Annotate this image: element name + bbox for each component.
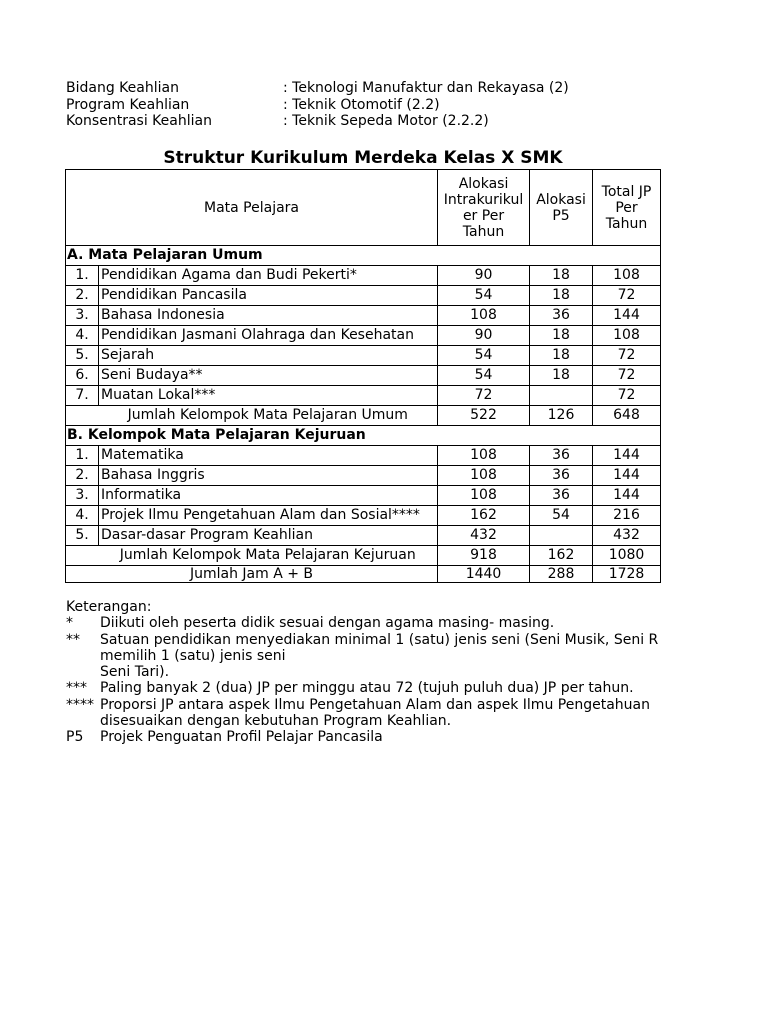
total-value: 72 xyxy=(593,346,661,366)
meta-row-program xyxy=(66,97,569,114)
header-total: Total JP Per Tahun xyxy=(593,170,661,246)
note-mark xyxy=(66,664,100,680)
row-number: 3. xyxy=(66,486,99,506)
subject-name: Seni Budaya** xyxy=(99,366,438,386)
note-text: Paling banyak 2 (dua) JP per minggu atau 72 (tujuh puluh dua) JP per tahun. xyxy=(100,680,634,697)
header-intrakurikuler: Alokasi Intrakurikul er Per Tahun xyxy=(438,170,530,246)
header-subject: Mata Pelajara xyxy=(66,170,438,246)
row-number: 1. xyxy=(66,446,99,466)
note-mark: P5 xyxy=(66,729,84,746)
subject-name: Bahasa Indonesia xyxy=(99,306,438,326)
section-header-row xyxy=(66,426,661,446)
subtotal-row xyxy=(66,406,661,426)
note-item xyxy=(66,664,666,680)
total-value: 144 xyxy=(593,446,661,466)
p5-value: 18 xyxy=(530,326,593,346)
note-item xyxy=(66,632,666,648)
note-mark: *** xyxy=(66,680,87,697)
table-row xyxy=(66,326,661,346)
total-value: 144 xyxy=(593,486,661,506)
p5-value: 36 xyxy=(530,486,593,506)
p5-value: 18 xyxy=(530,286,593,306)
meta-row-konsentrasi xyxy=(66,113,569,130)
intrakurikuler-value: 90 xyxy=(438,266,530,286)
table-row xyxy=(66,366,661,386)
document-title: Struktur Kurikulum Merdeka Kelas X SMK xyxy=(163,148,563,168)
intrakurikuler-value: 108 xyxy=(438,466,530,486)
row-number: 2. xyxy=(66,466,99,486)
intrakurikuler-value: 54 xyxy=(438,366,530,386)
p5-value: 18 xyxy=(530,366,593,386)
subject-name: Dasar-dasar Program Keahlian xyxy=(99,526,438,546)
note-mark: ** xyxy=(66,631,80,648)
p5-value: 18 xyxy=(530,266,593,286)
total-value: 72 xyxy=(593,286,661,306)
note-text: Proporsi JP antara aspek Ilmu Pengetahuan Alam dan aspek Ilmu Pengetahuan xyxy=(100,696,650,713)
intrakurikuler-value: 54 xyxy=(438,346,530,366)
subtotal-total: 1080 xyxy=(593,546,661,566)
note-mark xyxy=(66,648,100,664)
total-value: 144 xyxy=(593,306,661,326)
note-item xyxy=(66,615,666,631)
intrakurikuler-value: 72 xyxy=(438,386,530,406)
note-text: disesuaikan dengan kebutuhan Program Keahlian. xyxy=(100,713,452,730)
table-row xyxy=(66,306,661,326)
total-value: 108 xyxy=(593,326,661,346)
total-value: 72 xyxy=(593,366,661,386)
intrakurikuler-value: 162 xyxy=(438,506,530,526)
note-text: Diikuti oleh peserta didik sesuai dengan agama masing- masing. xyxy=(100,615,555,632)
subtotal-intrakurikuler: 522 xyxy=(438,406,530,426)
table-row xyxy=(66,346,661,366)
row-number: 4. xyxy=(66,506,99,526)
total-value: 108 xyxy=(593,266,661,286)
table-row xyxy=(66,446,661,466)
meta-row-bidang xyxy=(66,80,569,97)
subtotal-spacer xyxy=(66,406,99,426)
notes-list xyxy=(66,615,666,745)
table-row xyxy=(66,526,661,546)
grand-total-intrakurikuler: 1440 xyxy=(438,566,530,583)
table-row xyxy=(66,466,661,486)
row-number: 3. xyxy=(66,306,99,326)
notes xyxy=(66,599,666,746)
p5-value: 54 xyxy=(530,506,593,526)
note-text: memilih 1 (satu) jenis seni xyxy=(100,647,286,664)
note-item xyxy=(66,680,666,696)
meta-key: Konsentrasi Keahlian xyxy=(66,113,212,129)
meta-value: : Teknologi Manufaktur dan Rekayasa (2) xyxy=(283,80,569,96)
subtotal-row xyxy=(66,546,661,566)
row-number: 5. xyxy=(66,526,99,546)
subtotal-spacer xyxy=(66,546,99,566)
meta-key: Program Keahlian xyxy=(66,96,190,113)
total-value: 216 xyxy=(593,506,661,526)
intrakurikuler-value: 54 xyxy=(438,286,530,306)
row-number: 6. xyxy=(66,366,99,386)
header-p5: Alokasi P5 xyxy=(530,170,593,246)
subject-name: Pendidikan Jasmani Olahraga dan Kesehatan xyxy=(99,326,438,346)
subject-name: Pendidikan Agama dan Budi Pekerti* xyxy=(99,266,438,286)
note-item xyxy=(66,697,666,713)
subject-name: Projek Ilmu Pengetahuan Alam dan Sosial**** xyxy=(99,506,438,526)
section-header-row xyxy=(66,246,661,266)
grand-total-row xyxy=(66,566,661,583)
subject-name: Matematika xyxy=(99,446,438,466)
intrakurikuler-value: 432 xyxy=(438,526,530,546)
meta-value: : Teknik Otomotif (2.2) xyxy=(283,96,440,113)
subtotal-p5: 126 xyxy=(530,406,593,426)
table-header-row xyxy=(66,170,661,246)
row-number: 2. xyxy=(66,286,99,306)
table-row xyxy=(66,386,661,406)
subtotal-intrakurikuler: 918 xyxy=(438,546,530,566)
note-item xyxy=(66,729,666,745)
note-mark xyxy=(66,713,100,729)
subject-name: Muatan Lokal*** xyxy=(99,386,438,406)
grand-total-p5: 288 xyxy=(530,566,593,583)
section-title: A. Mata Pelajaran Umum xyxy=(66,246,661,266)
note-item xyxy=(66,648,666,664)
row-number: 5. xyxy=(66,346,99,366)
table-row xyxy=(66,266,661,286)
table-row xyxy=(66,506,661,526)
document-meta xyxy=(66,80,569,130)
note-text: Seni Tari). xyxy=(100,664,170,681)
subtotal-label: Jumlah Kelompok Mata Pelajaran Kejuruan xyxy=(99,546,438,566)
row-number: 4. xyxy=(66,326,99,346)
notes-heading: Keterangan: xyxy=(66,599,152,615)
p5-value: 36 xyxy=(530,466,593,486)
subtotal-total: 648 xyxy=(593,406,661,426)
subtotal-p5: 162 xyxy=(530,546,593,566)
subject-name: Sejarah xyxy=(99,346,438,366)
grand-total-label: Jumlah Jam A + B xyxy=(66,566,438,583)
section-title: B. Kelompok Mata Pelajaran Kejuruan xyxy=(66,426,661,446)
table-row xyxy=(66,486,661,506)
note-text: Projek Penguatan Profil Pelajar Pancasila xyxy=(100,729,383,746)
p5-value xyxy=(530,386,593,406)
note-text: Satuan pendidikan menyediakan minimal 1 (satu) jenis seni (Seni Musik, Seni R xyxy=(100,631,659,648)
subtotal-label: Jumlah Kelompok Mata Pelajaran Umum xyxy=(99,406,438,426)
subject-name: Bahasa Inggris xyxy=(99,466,438,486)
row-number: 1. xyxy=(66,266,99,286)
p5-value: 36 xyxy=(530,306,593,326)
total-value: 72 xyxy=(593,386,661,406)
total-value: 432 xyxy=(593,526,661,546)
meta-value: : Teknik Sepeda Motor (2.2.2) xyxy=(283,113,489,129)
meta-key: Bidang Keahlian xyxy=(66,80,179,96)
p5-value: 18 xyxy=(530,346,593,366)
grand-total-total: 1728 xyxy=(593,566,661,583)
row-number: 7. xyxy=(66,386,99,406)
p5-value: 36 xyxy=(530,446,593,466)
intrakurikuler-value: 108 xyxy=(438,486,530,506)
total-value: 144 xyxy=(593,466,661,486)
subject-name: Pendidikan Pancasila xyxy=(99,286,438,306)
intrakurikuler-value: 90 xyxy=(438,326,530,346)
note-mark: * xyxy=(66,615,73,632)
intrakurikuler-value: 108 xyxy=(438,446,530,466)
curriculum-table xyxy=(65,169,661,583)
p5-value xyxy=(530,526,593,546)
table-row xyxy=(66,286,661,306)
note-item xyxy=(66,713,666,729)
subject-name: Informatika xyxy=(99,486,438,506)
note-mark: **** xyxy=(66,696,94,713)
intrakurikuler-value: 108 xyxy=(438,306,530,326)
